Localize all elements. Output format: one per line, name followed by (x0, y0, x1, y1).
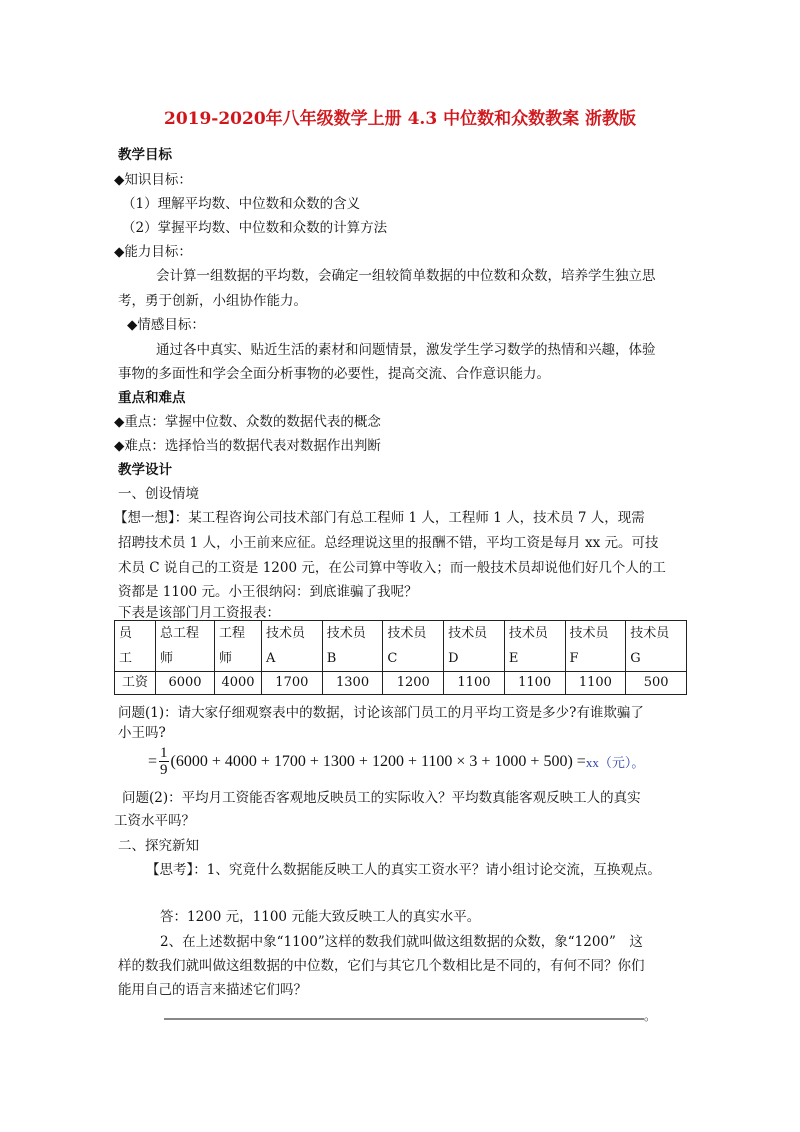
document-title: 2019-2020年八年级数学上册 4.3 中位数和众数教案 浙教版 (163, 109, 636, 129)
formula-result: xx（元）。 (585, 755, 645, 770)
question-2-line-1: 问题(2)：平均月工资能否客观地反映员工的实际收入？平均数真能客观反映工人的真实 (122, 790, 641, 806)
difficult-point: ◆难点：选择恰当的数据代表对数据作出判断 (114, 438, 381, 454)
think-line-1: 【想一想】：某工程咨询公司技术部门有总工程师 1 人，工程师 1 人，技术员 7 人，现需 (114, 510, 645, 526)
objectives-heading: 教学目标 (118, 147, 172, 163)
knowledge-objective-label: ◆知识目标： (114, 172, 192, 188)
table-header-cell: 技术员 D (444, 621, 505, 672)
table-header-cell: 技术员 F (565, 621, 626, 672)
table-cell: 500 (626, 672, 687, 695)
question-1-line-1: 问题(1)：请大家仔细观察表中的数据，讨论该部门员工的月平均工资是多少?有谁欺骗了 (118, 705, 644, 721)
knowledge-item-1: （1）理解平均数、中位数和众数的含义 (122, 196, 361, 212)
emotion-objective-label: ◆情感目标： (127, 317, 205, 333)
question-3-line-3: 能用自己的语言来描述它们吗？ (118, 982, 307, 998)
table-row-label: 工资 (115, 672, 156, 695)
average-formula (148, 745, 644, 778)
table-header-cell: 员 工 (115, 621, 156, 672)
ability-text-line-2: 考，勇于创新，小组协作能力。 (118, 293, 307, 309)
answer-text: 答：1200 元，1100 元能大致反映工人的真实水平。 (160, 909, 481, 925)
design-heading: 教学设计 (118, 462, 172, 478)
formula-expression: (6000 + 4000 + 1700 + 1300 + 1200 + 1100 × 3 + 1000 + 500) = (170, 752, 586, 770)
think-line-2: 招聘技术员 1 人，小王前来应征。总经理说这里的报酬不错，平均工资是每月 xx 元。可技 (118, 535, 659, 551)
table-header-cell: 技术员 E (504, 621, 565, 672)
table-cell: 4000 (215, 672, 262, 695)
table-header-row (115, 621, 687, 672)
answer-blank-period: 。 (644, 1009, 657, 1023)
table-header-cell: 技术员 A (262, 621, 323, 672)
table-header-cell: 技术员 G (626, 621, 687, 672)
table-cell: 1700 (262, 672, 323, 695)
ability-objective-label: ◆能力目标： (114, 244, 192, 260)
formula-equals: = (148, 752, 158, 770)
table-cell: 1200 (383, 672, 444, 695)
reflect-question: 【思考】：1、究竟什么数据能反映工人的真实工资水平？请小组讨论交流，互换观点。 (146, 862, 661, 878)
table-header-cell: 技术员 B (322, 621, 383, 672)
table-header-cell: 技术员 C (383, 621, 444, 672)
table-intro: 下表是该部门月工资报表： (118, 605, 280, 621)
think-line-4: 资都是 1100 元。小王很纳闷：到底谁骗了我呢？ (118, 584, 418, 600)
think-line-3: 术员 C 说自己的工资是 1200 元，在公司算中等收入；而一般技术员却说他们好几个人的工 (118, 560, 666, 576)
formula-fraction (159, 745, 169, 778)
section-1-heading: 一、创设情境 (118, 486, 199, 502)
table-cell: 1300 (322, 672, 383, 695)
table-header-cell: 工程 师 (215, 621, 262, 672)
answer-blank-line (164, 1018, 644, 1020)
question-2-line-2: 工资水平吗？ (114, 813, 195, 829)
table-header-cell: 总工程 师 (156, 621, 215, 672)
question-3-line-2: 样的数我们就叫做这组数据的中位数，它们与其它几个数相比是不同的，有何不同？你们 (118, 958, 645, 974)
salary-table (114, 620, 687, 695)
question-1-line-2: 小王吗? (118, 725, 166, 741)
formula-numerator: 1 (160, 745, 168, 761)
section-2-heading: 二、探究新知 (118, 838, 199, 854)
table-cell: 1100 (444, 672, 505, 695)
table-cell: 6000 (156, 672, 215, 695)
ability-text-line-1: 会计算一组数据的平均数，会确定一组较简单数据的中位数和众数，培养学生独立思 (156, 268, 656, 284)
emotion-text-line-1: 通过各中真实、贴近生活的素材和问题情景，激发学生学习数学的热情和兴趣，体验 (156, 342, 656, 358)
emotion-text-line-2: 事物的多面性和学会全面分析事物的必要性，提高交流、合作意识能力。 (118, 366, 550, 382)
knowledge-item-2: （2）掌握平均数、中位数和众数的计算方法 (122, 220, 388, 236)
question-3-line-1: 2、在上述数据中象“1100”这样的数我们就叫做这组数据的众数，象“1200” 这 (160, 934, 643, 950)
key-points-heading: 重点和难点 (118, 390, 186, 406)
key-point: ◆重点：掌握中位数、众数的数据代表的概念 (114, 414, 381, 430)
table-row (115, 672, 687, 695)
formula-denominator: 9 (160, 762, 168, 778)
table-cell: 1100 (504, 672, 565, 695)
table-cell: 1100 (565, 672, 626, 695)
